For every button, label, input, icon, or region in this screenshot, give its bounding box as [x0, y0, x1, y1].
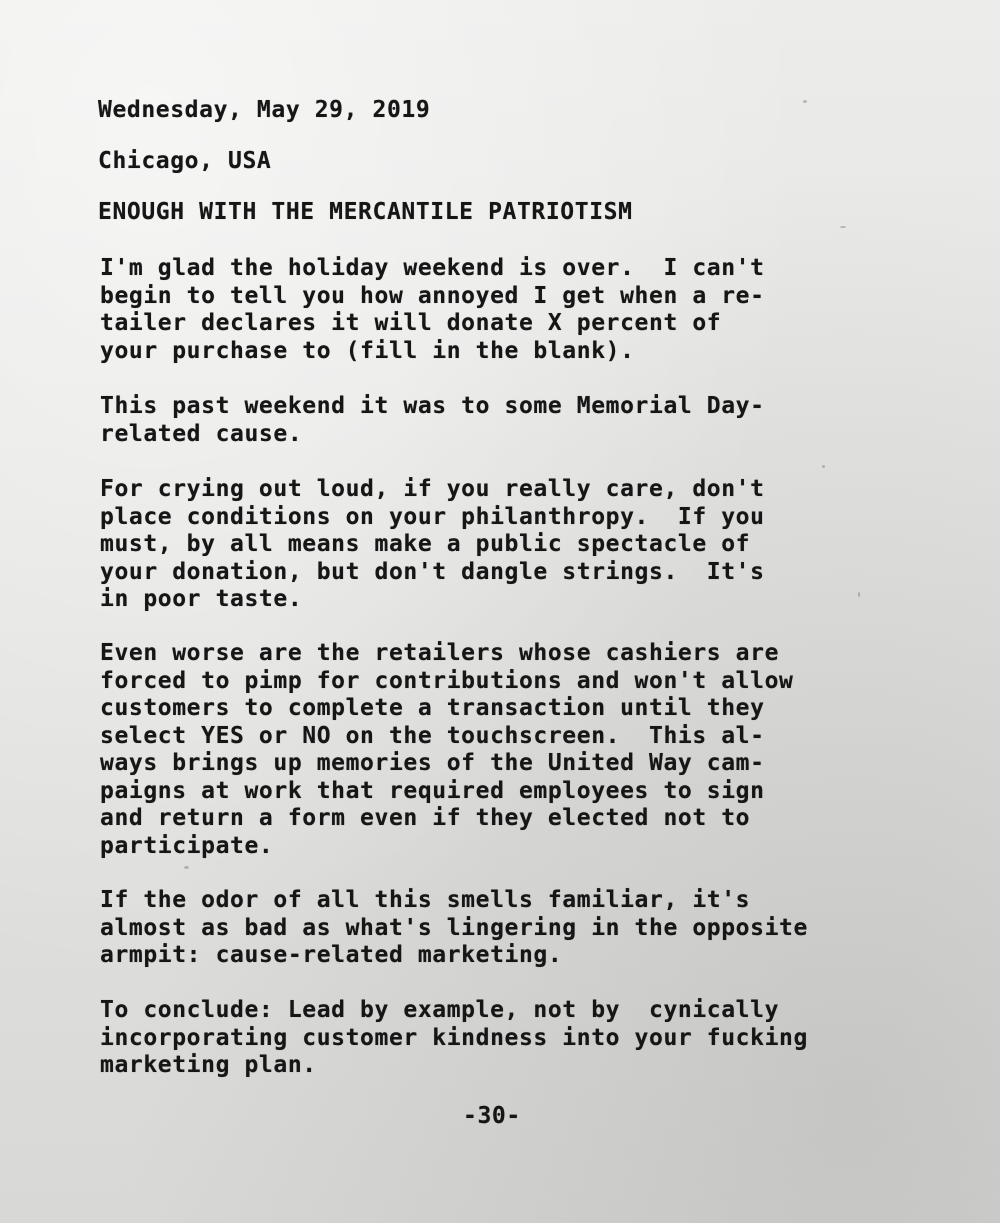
text-line: If the odor of all this smells familiar, it's: [100, 887, 751, 913]
text-line: To conclude: Lead by example, not by cynically: [100, 997, 780, 1023]
text-line: I'm glad the holiday weekend is over. I can't: [100, 255, 765, 281]
place-line: Chicago, USA: [98, 148, 272, 174]
text-line: and return a form even if they elected not to: [100, 805, 751, 831]
text-line: your donation, but don't dangle strings. It's: [100, 558, 765, 585]
date-line: Wednesday, May 29, 2019: [98, 97, 431, 123]
headline: ENOUGH WITH THE MERCANTILE PATRIOTISM: [98, 199, 633, 225]
paper-speck: [822, 465, 825, 468]
text-line: participate.: [100, 832, 274, 859]
text-line: must, by all means make a public spectacle of: [100, 531, 751, 557]
paper-speck: [184, 866, 189, 869]
paper-speck: [803, 100, 807, 103]
text-line: in poor taste.: [100, 586, 303, 612]
end-mark: -30-: [463, 1103, 521, 1129]
text-line: related cause.: [100, 420, 303, 447]
text-line: almost as bad as what's lingering in the opposite: [100, 914, 808, 941]
paragraph-3: [100, 476, 930, 614]
paper-speck: [858, 592, 860, 597]
text-line: For crying out loud, if you really care, don't: [100, 476, 765, 502]
text-line: tailer declares it will donate X percent of: [100, 310, 722, 336]
text-line: select YES or NO on the touchscreen. This al-: [100, 722, 765, 749]
text-line: begin to tell you how annoyed I get when a re-: [100, 282, 765, 309]
text-line: place conditions on your philanthropy. If you: [100, 503, 765, 530]
paper-speck: [840, 226, 846, 228]
text-line: ways brings up memories of the United Way cam-: [100, 750, 765, 776]
text-line: This past weekend it was to some Memorial Day-: [100, 393, 765, 419]
text-line: customers to complete a transaction until they: [100, 695, 765, 721]
text-line: incorporating customer kindness into your fucking: [100, 1024, 808, 1051]
text-line: paigns at work that required employees to sign: [100, 777, 765, 804]
paragraph-5: [100, 887, 930, 970]
text-line: Even worse are the retailers whose cashiers are: [100, 640, 780, 666]
paragraph-6: [100, 997, 930, 1080]
paragraph-2: [100, 393, 930, 448]
text-line: marketing plan.: [100, 1052, 317, 1078]
text-line: forced to pimp for contributions and won't allow: [100, 667, 794, 694]
text-line: your purchase to (fill in the blank).: [100, 337, 635, 364]
paragraph-1: [100, 255, 930, 365]
text-line: armpit: cause-related marketing.: [100, 942, 563, 968]
paragraph-4: [100, 640, 930, 860]
